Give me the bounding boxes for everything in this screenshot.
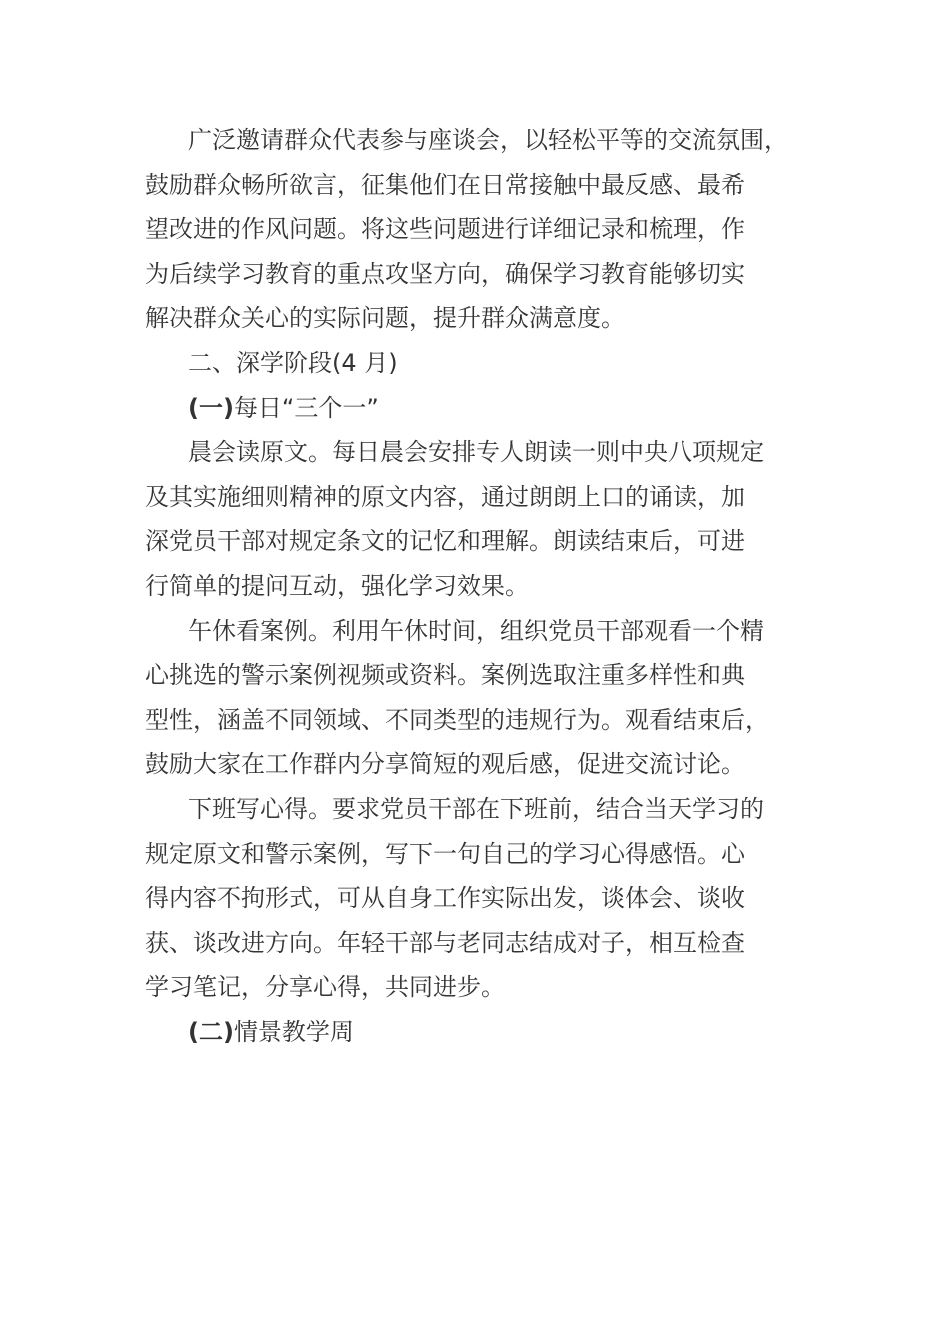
section-heading-deep-study: 二、深学阶段(4 月) — [188, 348, 398, 377]
text-line: 获、谈改进方向。年轻干部与老同志结成对子，相互检查 — [145, 928, 745, 957]
subheading-number: (二) — [188, 1017, 234, 1046]
paragraph-noon-cases — [145, 609, 835, 787]
subheading-daily-three — [145, 386, 835, 431]
text-line: 及其实施细则精神的原文内容，通过朗朗上口的诵读，加 — [145, 482, 745, 511]
text-line: 解决群众关心的实际问题，提升群众满意度。 — [145, 304, 625, 333]
subheading-scenario-week — [145, 1010, 835, 1055]
paragraph-evening-reflection — [145, 787, 835, 1010]
text-line: 学习笔记，分享心得，共同进步。 — [145, 973, 505, 1002]
text-line: 下班写心得。要求党员干部在下班前，结合当天学习的 — [188, 794, 764, 823]
text-line: 鼓励群众畅所欲言，征集他们在日常接触中最反感、最希 — [145, 170, 745, 199]
text-line: 得内容不拘形式，可从自身工作实际出发，谈体会、谈收 — [145, 884, 745, 913]
text-line: 鼓励大家在工作群内分享简短的观后感，促进交流讨论。 — [145, 750, 745, 779]
text-line: 深党员干部对规定条文的记忆和理解。朗读结束后，可进 — [145, 527, 745, 556]
text-line: 晨会读原文。每日晨会安排专人朗读一则中央八项规定 — [188, 438, 764, 467]
subheading-title: 情景教学周 — [233, 1017, 354, 1046]
subheading-number: (一) — [188, 393, 234, 422]
text-line: 午休看案例。利用午休时间，组织党员干部观看一个精 — [188, 616, 764, 645]
paragraph-morning-reading — [145, 430, 835, 608]
text-line: 广泛邀请群众代表参与座谈会，以轻松平等的交流氛围， — [188, 126, 788, 154]
text-line: 规定原文和警示案例，写下一句自己的学习心得感悟。心 — [145, 839, 745, 868]
text-line: 心挑选的警示案例视频或资料。案例选取注重多样性和典 — [145, 661, 745, 690]
text-line: 望改进的作风问题。将这些问题进行详细记录和梳理，作 — [145, 215, 745, 244]
text-line: 为后续学习教育的重点攻坚方向，确保学习教育能够切实 — [145, 259, 745, 288]
subheading-title: 每日“三个一” — [233, 393, 379, 422]
text-line: 型性，涵盖不同领域、不同类型的违规行为。观看结束后， — [145, 705, 769, 734]
document-page — [145, 118, 835, 1054]
text-line: 行简单的提问互动，强化学习效果。 — [145, 571, 529, 600]
paragraph-feedback-collection — [145, 118, 835, 341]
